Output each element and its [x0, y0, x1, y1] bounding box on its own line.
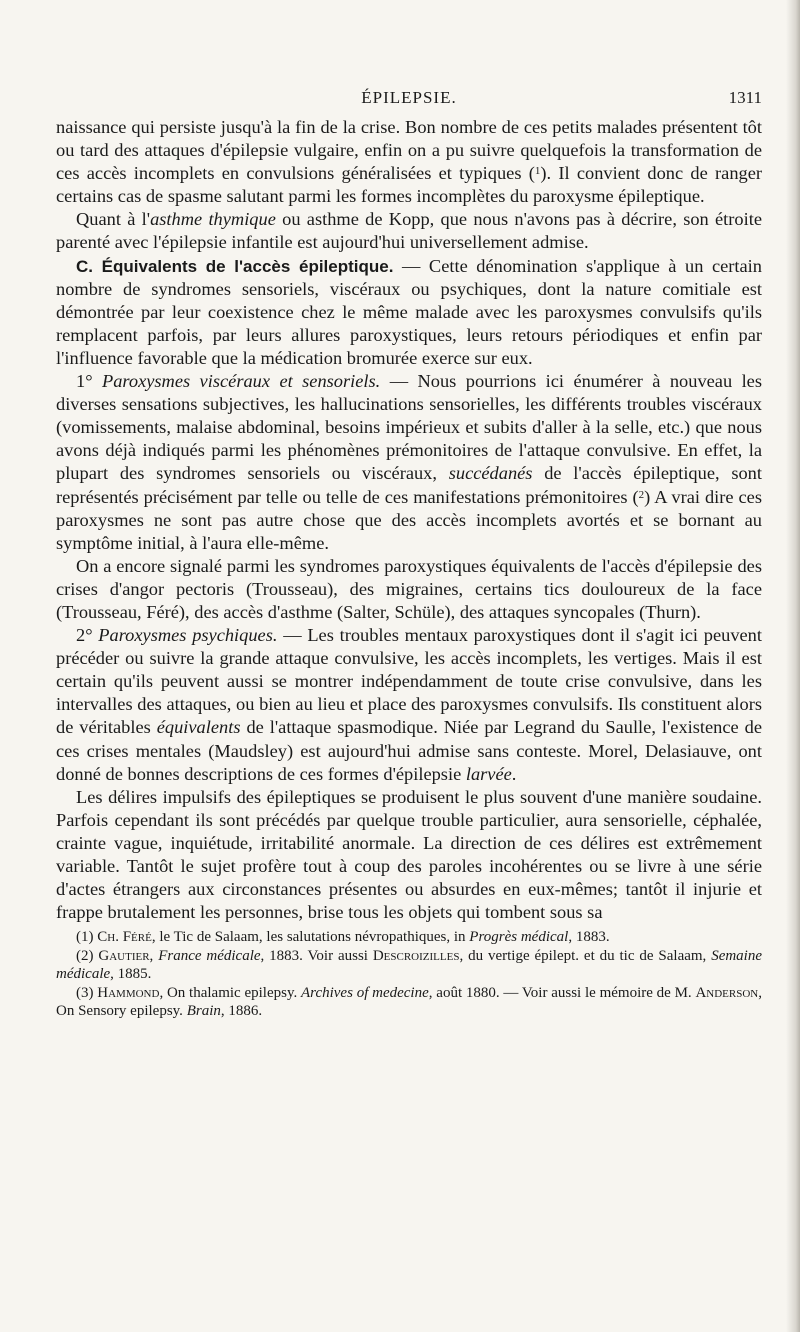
page-gutter-shadow — [786, 0, 800, 1332]
paragraph: Les délires impulsifs des épileptiques se produisent le plus souvent d'une manière soudaine. Parfois cependant ils sont précédés par quelque trouble particulier, aura sensorielle, céphalée, crainte vague, inquiétude, irritabilité anormale. La direction de ces délires est extrêmement variable. Tantôt le sujet profère tout à coup des paroles incohérentes ou se livre à une série d'actes étrangers aux circonstances présentes ou absurdes en eux-mêmes; tantôt il injurie et frappe brutalement les personnes, brise tous les objets qui tombent sous sa — [56, 786, 762, 923]
section-heading: C. Équivalents de l'accès épileptique. — [76, 256, 394, 276]
footnote: (1) Ch. Féré, le Tic de Salaam, les salutations névropathiques, in Progrès médical, 1883. — [76, 929, 610, 946]
paragraph: naissance qui persiste jusqu'à la fin de la crise. Bon nombre de ces petits malades présentent tôt ou tard des attaques d'épilepsie vulgaire, enfin on a pu suivre quelquefois la transformation de ces accès incomplets en convulsions généralisées et typiques ($^1$). Il convient donc de ranger certains cas de spasme salutant parmi les formes incomplètes du paroxysme épileptique. — [56, 117, 762, 207]
footnote: (3) Hammond, On thalamic epilepsy. Archives of medecine, août 1880. — Voir aussi le mémoire de M. Anderson, On Sensory epilepsy. Brain, 1886. — [56, 984, 762, 1020]
paragraph: On a encore signalé parmi les syndromes paroxystiques équivalents de l'accès d'épilepsie des crises d'angor pectoris (Trousseau), des migraines, certains tics douloureux de la face (Trousseau, Féré), des accès d'asthme (Salter, Schüle), des attaques syncopales (Thurn). — [56, 555, 762, 622]
footnote-ref: 2 — [638, 488, 645, 501]
paragraph: C. Équivalents de l'accès épileptique. — Cette dénomination s'applique à un certain nombre de syndromes sensoriels, viscéraux ou psychiques, dont la nature comitiale est démontrée par leur coexistence chez le même malade avec les paroxysmes convulsifs qu'ils remplacent parfois, par leurs allures paroxystiques, leurs retours périodiques et enfin par l'influence favorable que la médication bromurée exerce sur eux. — [56, 255, 762, 368]
page-number: 1311 — [728, 88, 762, 107]
running-title: ÉPILEPSIE. — [361, 88, 457, 107]
footnotes — [56, 928, 762, 1021]
footnote: (2) Gautier, France médicale, 1883. Voir aussi Descroizilles, du vertige épilept. et du tic de Salaam, Semaine médicale, 1885. — [56, 947, 763, 983]
footnote-ref: 1 — [534, 165, 541, 178]
paragraph: 1° Paroxysmes viscéraux et sensoriels. — Nous pourrions ici énumérer à nouveau les diverses sensations subjectives, les hallucinations sensorielles, les différents troubles viscéraux (vomissements, malaise abdominal, besoins impérieux et subits d'aller à la selle, etc.) que nous avons déjà indiqués parmi les phénomènes prémonitoires de l'attaque convulsive. En effet, la plupart des syndromes sensoriels ou viscéraux, succédanés de l'accès épileptique, sont représentés précisément par telle ou telle de ces manifestations prémonitoires ($^2$) A vrai dire ces paroxysmes ne sont pas autre chose que des accès incomplets avortés et se bornant au symptôme initial, à l'aura elle-même. — [56, 371, 763, 553]
subsection-heading: Paroxysmes psychiques. — [98, 625, 278, 646]
paragraph: 2° Paroxysmes psychiques. — Les troubles mentaux paroxystiques dont il s'agit ici peuvent précéder ou suivre la grande attaque convulsive, les accès incomplets, les vertiges. Mais il est certain qu'ils peuvent aussi se montrer indépendamment de toute crise convulsive, dans les intervalles des attaques, ou bien au lieu et place des paroxysmes convulsifs. Ils constituent alors de véritables équivalents de l'attaque spasmodique. Niée par Legrand du Saulle, l'existence de ces crises mentales (Maudsley) est aujourd'hui admise sans conteste. Morel, Delasiauve, ont donné de bonnes descriptions de ces formes d'épilepsie larvée. — [56, 625, 763, 784]
paragraph: Quant à l'asthme thymique ou asthme de Kopp, que nous n'avons pas à décrire, son étroite parenté avec l'épilepsie infantile est aujourd'hui universellement admise. — [56, 209, 762, 253]
subsection-heading: Paroxysmes viscéraux et sensoriels. — [101, 371, 381, 392]
body-text — [56, 116, 762, 924]
running-head — [56, 88, 762, 108]
